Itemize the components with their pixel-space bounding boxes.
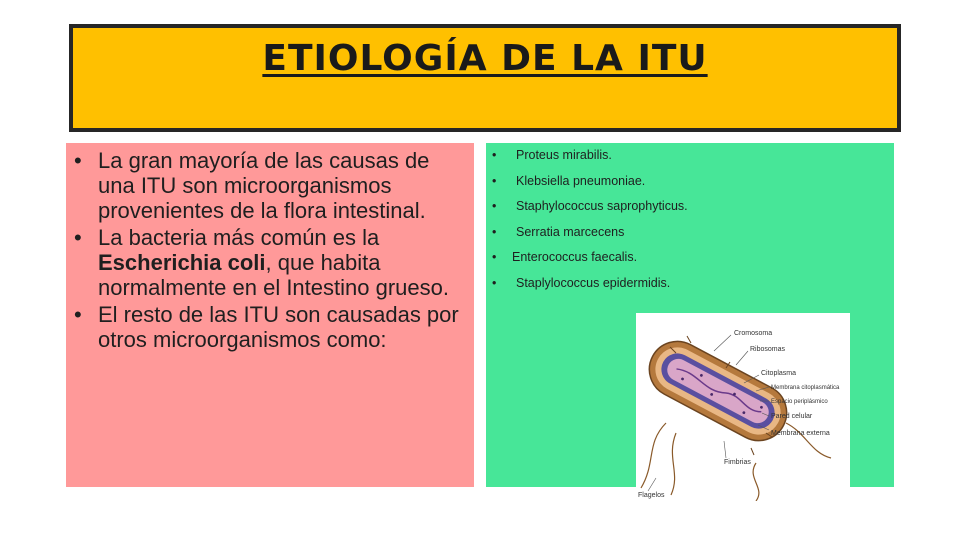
title-banner xyxy=(69,24,901,132)
bullet-icon: • xyxy=(74,148,82,173)
organism-name: Staphylococcus saprophyticus. xyxy=(516,199,688,213)
cause-text: , que habita normalmente en el Intestino grueso. xyxy=(98,250,449,300)
label-pared-celular: Pared celular xyxy=(771,413,813,420)
bullet-icon: • xyxy=(492,148,497,162)
cause-text: La gran mayoría de las causas de una ITU son microorganismos provenientes de la flora intestinal. xyxy=(98,148,430,223)
bullet-icon: • xyxy=(492,224,497,239)
bullet-icon: • xyxy=(492,173,497,188)
label-membrana-citoplasmatica: Membrana citoplasmática xyxy=(771,385,840,391)
bullet-icon: • xyxy=(74,225,82,250)
cause-text: La bacteria más común es la xyxy=(98,225,380,250)
organism-name: Proteus mirabilis. xyxy=(516,148,612,162)
bacteria-name: Escherichia coli xyxy=(98,250,266,275)
organism-name: Enterococcus faecalis. xyxy=(512,250,638,264)
organism-name: Staplylococcus epidermidis. xyxy=(516,275,671,290)
flagellum-shape xyxy=(671,433,676,495)
cause-item xyxy=(74,225,470,300)
slide-title: ETIOLOGÍA DE LA ITU xyxy=(262,38,708,79)
cause-list xyxy=(74,148,470,354)
organism-name: Serratia marcecens xyxy=(516,224,625,239)
bullet-icon: • xyxy=(492,275,497,290)
flagellum-shape xyxy=(786,423,831,458)
bullet-icon: • xyxy=(492,250,497,264)
bacterium-illustration xyxy=(636,313,850,501)
flagellum-shape xyxy=(641,423,666,488)
left-text-panel xyxy=(66,143,474,487)
label-fimbrias: Fimbrias xyxy=(724,459,751,466)
label-cromosoma: Cromosoma xyxy=(734,330,773,337)
organism-name: Klebsiella pneumoniae. xyxy=(516,173,646,188)
bacterium-diagram xyxy=(636,313,850,501)
label-membrana-externa: Membrana externa xyxy=(771,430,830,437)
label-ribosomas: Ribosomas xyxy=(750,346,786,353)
label-citoplasma: Citoplasma xyxy=(761,370,797,377)
bullet-icon: • xyxy=(492,199,497,213)
cause-text: El resto de las ITU son causadas por otros microorganismos como: xyxy=(98,302,459,352)
bullet-icon: • xyxy=(74,302,82,327)
label-flagelos: Flagelos xyxy=(638,492,665,499)
flagellum-shape xyxy=(753,463,759,501)
cause-item xyxy=(74,302,470,352)
cause-item xyxy=(74,148,470,223)
label-espacio-periplasmico: Espacio periplásmico xyxy=(771,399,828,405)
